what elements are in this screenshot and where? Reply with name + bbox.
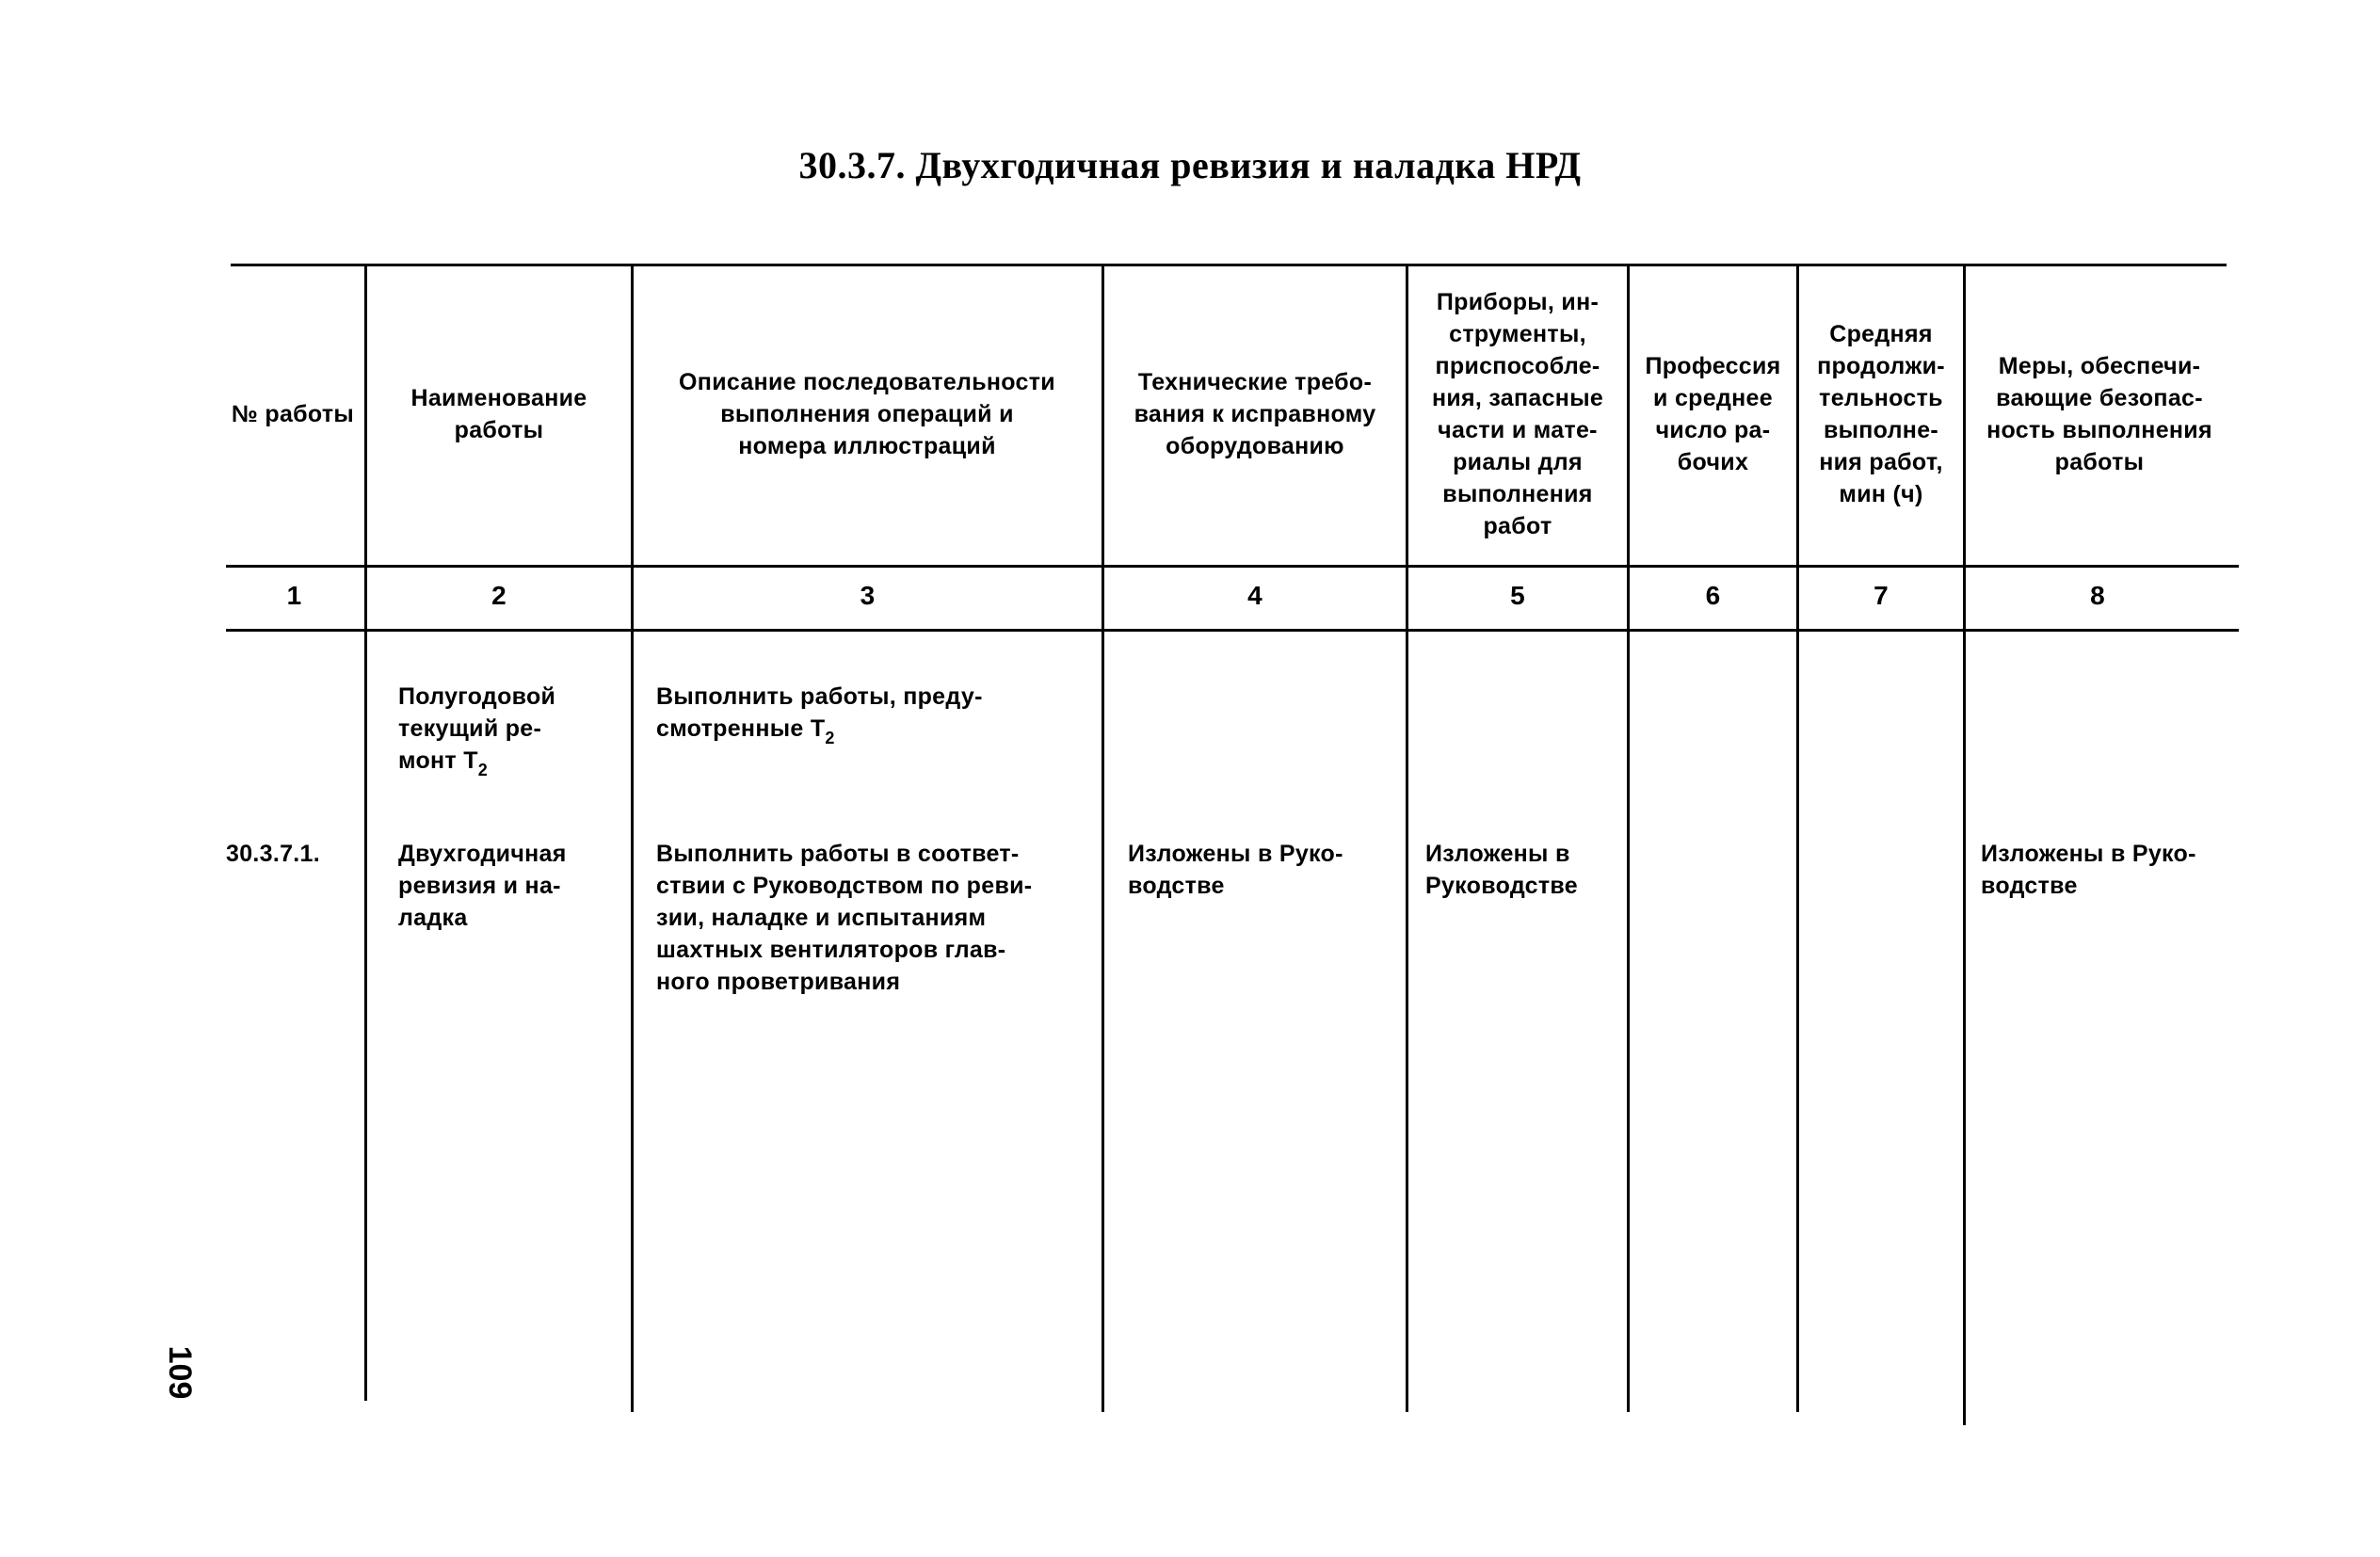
row2-operations-description: Выполнить работы в соответ- ствии с Руководством по реви- зии, наладке и испытаниям шахтных вентиляторов глав- ного проветривания <box>656 841 1033 995</box>
column-divider-7 <box>1963 265 1966 1425</box>
column-number-6: 6 <box>1705 581 1721 610</box>
column-number-4: 4 <box>1247 581 1262 610</box>
header-bottom-rule <box>226 565 2239 568</box>
column-divider-3 <box>1102 265 1104 1412</box>
column-divider-5 <box>1627 265 1630 1412</box>
page-number: 109 <box>162 1345 198 1400</box>
column-number-8: 8 <box>2090 581 2105 610</box>
header-technical-requirements: Технические требо- вания к исправному оборудованию <box>1134 369 1376 459</box>
column-number-7: 7 <box>1873 581 1889 610</box>
row1-work-name-subscript: 2 <box>477 761 489 779</box>
row2-safety-measures: Изложены в Руко- водстве <box>1981 841 2196 899</box>
row1-work-name-text: Полугодовой текущий ре- монт Т <box>398 683 556 774</box>
row1-operations-text: Выполнить работы, преду- смотренные Т <box>656 683 983 742</box>
page-title: 30.3.7. Двухгодичная ревизия и наладка НРД <box>798 144 1582 186</box>
header-work-number: № работы <box>231 401 355 427</box>
row2-technical-requirements: Изложены в Руко- водстве <box>1128 841 1343 899</box>
column-divider-2 <box>631 265 634 1412</box>
row1-operations-description <box>656 681 1099 745</box>
row2-tools-materials: Изложены в Руководстве <box>1425 841 1578 899</box>
header-operations-description: Описание последовательности выполнения операций и номера иллюстраций <box>679 369 1055 459</box>
column-number-2: 2 <box>491 581 507 610</box>
row1-work-name <box>398 681 624 777</box>
row1-operations-subscript: 2 <box>825 729 835 747</box>
column-divider-6 <box>1796 265 1799 1412</box>
row2-work-number: 30.3.7.1. <box>226 841 321 867</box>
numbers-bottom-rule <box>226 629 2239 632</box>
column-number-1: 1 <box>286 581 302 610</box>
header-work-name: Наименование работы <box>410 385 587 443</box>
header-tools-materials: Приборы, ин- струменты, приспособле- ния, запасные части и мате- риалы для выполнения работ <box>1431 289 1604 539</box>
column-number-5: 5 <box>1510 581 1525 610</box>
column-divider-4 <box>1406 265 1408 1412</box>
column-number-3: 3 <box>860 581 876 610</box>
row2-work-name: Двухгодичная ревизия и на- ладка <box>398 841 567 931</box>
header-profession-workers: Профессия и среднее число ра- бочих <box>1645 353 1781 475</box>
column-divider-1 <box>364 265 367 1401</box>
header-average-duration: Средняя продолжи- тельность выполне- ния работ, мин (ч) <box>1817 321 1945 507</box>
header-safety-measures: Меры, обеспечи- вающие безопас- ность выполнения работы <box>1986 353 2212 475</box>
